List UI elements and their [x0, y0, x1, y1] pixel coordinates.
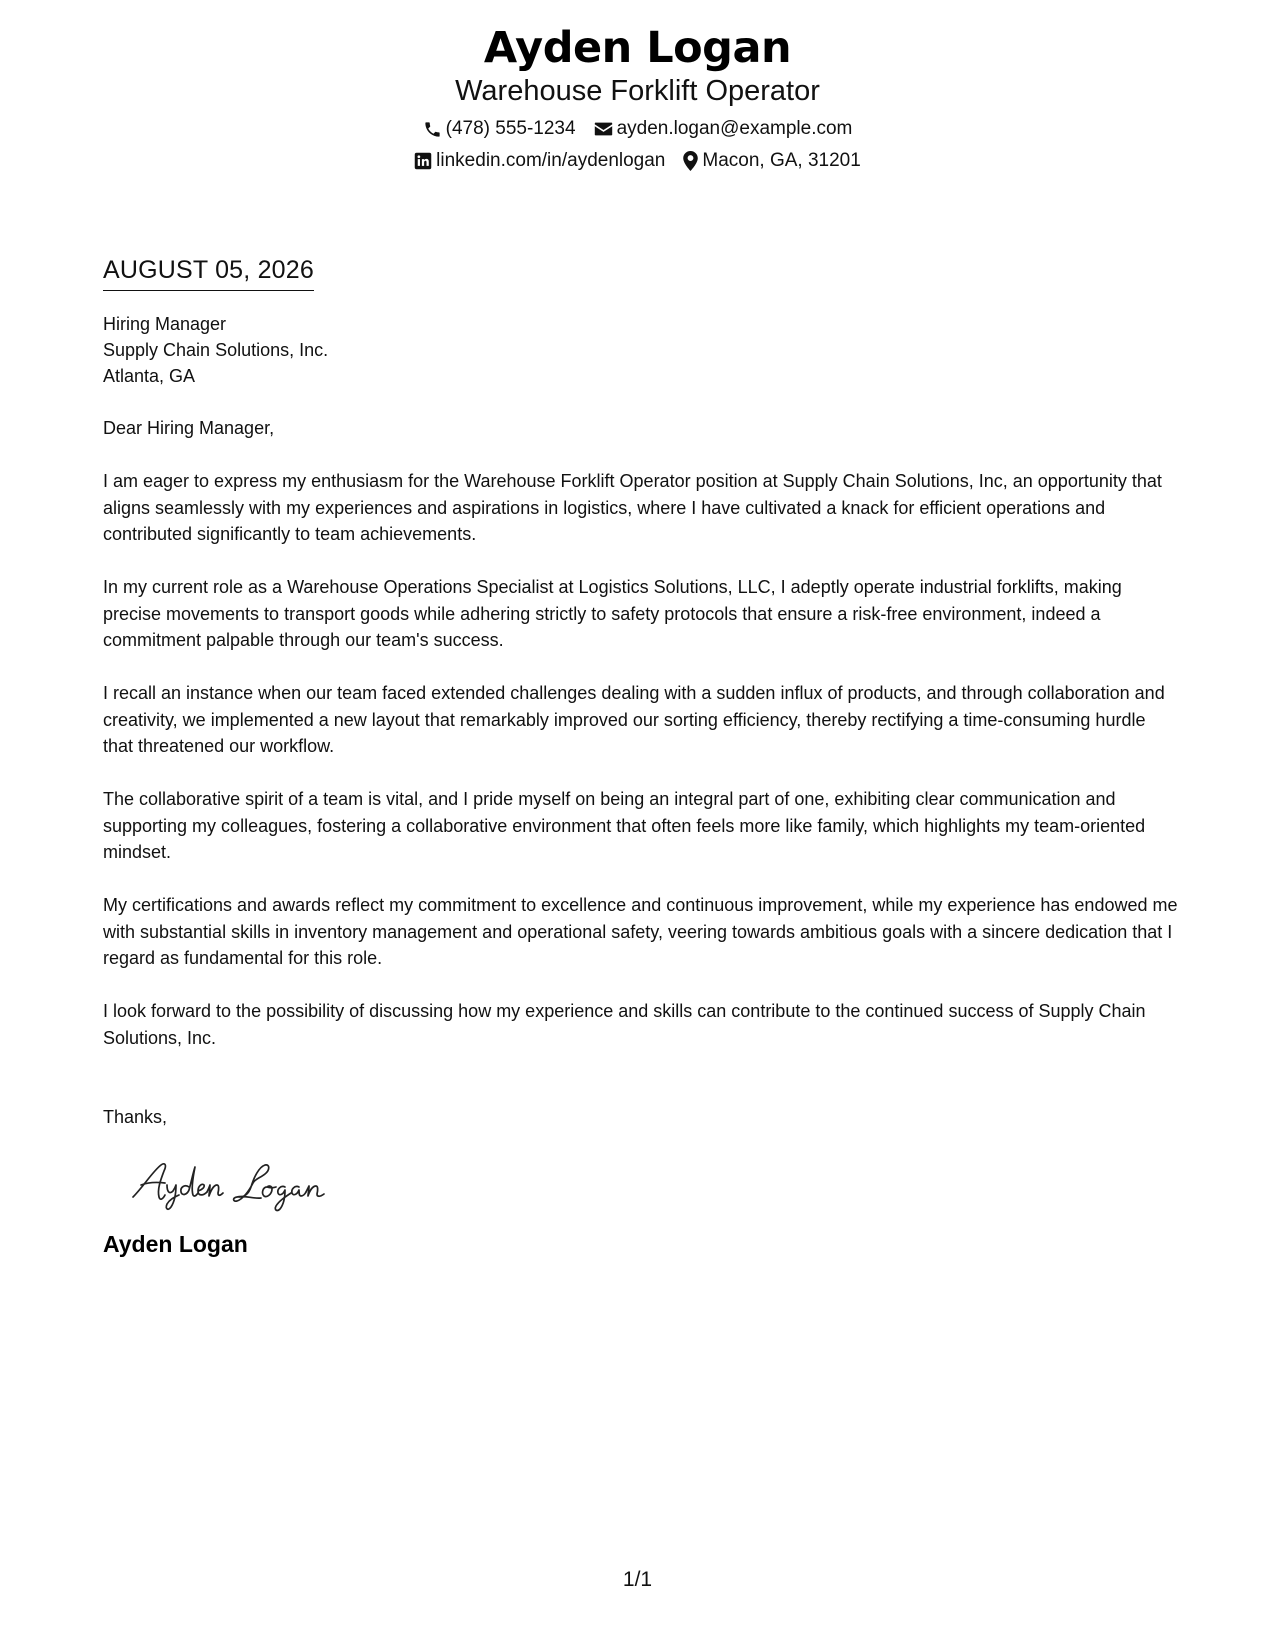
- page-number: 1/1: [622, 1568, 653, 1591]
- map-pin-icon: [683, 151, 698, 171]
- phone-number: (478) 555-1234: [445, 118, 576, 139]
- contact-row-1: [0, 117, 1275, 141]
- recipient-block: [103, 311, 1178, 389]
- letter-date: AUGUST 05, 2026: [103, 254, 314, 291]
- contact-phone[interactable]: [423, 117, 576, 141]
- body-paragraph: I am eager to express my enthusiasm for the Warehouse Forklift Operator position at Supply Chain Solutions, Inc, an opportunity that aligns seamlessly with my experiences and aspirations in logistics, where I have cultivated a knack for efficient operations and contributed significantly to team achievements.: [103, 471, 1162, 544]
- body-paragraph: The collaborative spirit of a team is vital, and I pride myself on being an integral part of one, exhibiting clear communication and supporting my colleagues, fostering a collaborative environment that often feels more like family, which highlights my team-oriented mindset.: [103, 789, 1146, 862]
- contact-linkedin[interactable]: [414, 149, 665, 173]
- contact-email[interactable]: [594, 117, 853, 141]
- body-paragraph: I recall an instance when our team faced extended challenges dealing with a sudden influx of products, and through collaboration and creativity, we implemented a new layout that remarkably improved our sorting efficiency, thereby rectifying a time-consuming hurdle that threatened our workflow.: [103, 683, 1165, 756]
- contact-row-2: [0, 149, 1275, 173]
- handwritten-signature: [127, 1157, 1178, 1217]
- recipient-company: Supply Chain Solutions, Inc.: [103, 340, 329, 360]
- linkedin-url: linkedin.com/in/aydenlogan: [436, 150, 666, 171]
- signer-name: Ayden Logan: [103, 1230, 248, 1257]
- body-paragraph: I look forward to the possibility of discussing how my experience and skills can contribute to the continued success of Supply Chain Solutions, Inc.: [103, 1001, 1146, 1048]
- phone-icon: [423, 120, 442, 139]
- letter-header: [0, 22, 1275, 173]
- body-paragraph: My certifications and awards reflect my commitment to excellence and continuous improvement, while my experience has endowed me with substantial skills in inventory management and operational safety, veering towards ambitious goals with a sincere dedication that I regard as fundamental for this role.: [103, 895, 1178, 968]
- closing: Thanks,: [103, 1107, 168, 1127]
- recipient-title: Hiring Manager: [103, 314, 227, 334]
- recipient-location: Atlanta, GA: [103, 366, 196, 386]
- envelope-icon: [594, 121, 613, 137]
- applicant-name: Ayden Logan: [483, 23, 792, 73]
- body-paragraph: In my current role as a Warehouse Operations Specialist at Logistics Solutions, LLC, I adeptly operate industrial forklifts, making precise movements to transport goods while adhering strictly to safety protocols that ensure a risk-free environment, indeed a commitment palpable through our team's success.: [103, 577, 1122, 650]
- location-text: Macon, GA, 31201: [702, 150, 861, 171]
- letter-body: [103, 254, 1178, 1259]
- salutation: Dear Hiring Manager,: [103, 418, 275, 438]
- linkedin-icon: [414, 152, 432, 170]
- contact-location: [683, 149, 860, 173]
- signature-image: [127, 1157, 337, 1213]
- email-address: ayden.logan@example.com: [616, 118, 853, 139]
- applicant-job-title: Warehouse Forklift Operator: [455, 75, 820, 107]
